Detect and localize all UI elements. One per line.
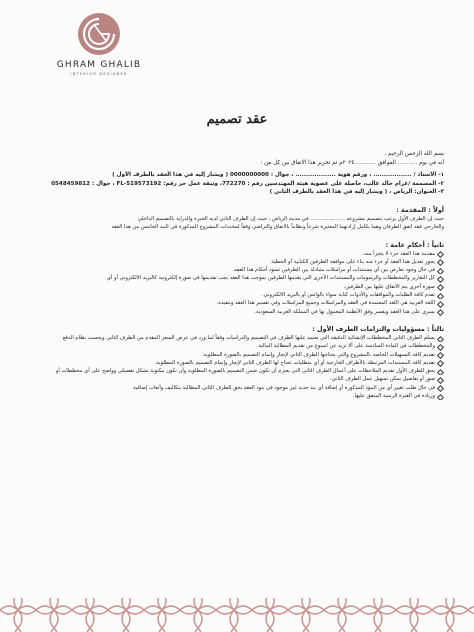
party-line: ٣- العنوان: الرياض ، ( ويشار إليه في هذا العقد بالطرف الثاني ) <box>269 189 444 196</box>
list-item: تقدم كافة الطلبات والموافقات والأدوات كتابة سواء بالواتس أو بالبريد الالكتروني. <box>32 291 444 299</box>
section-heading: أولاً : المقدمة : <box>396 205 444 214</box>
contract-body <box>32 150 444 400</box>
list-item: كل التقارير والمخططات والرسومات والمستندات الأخرى التي يقدمها الطرفين بموجب هذا العقد يجب تقديمها في صورة إلكترونية كالبريد الالكتروني أو أي <box>32 274 444 282</box>
list-item: في حال طلب تغيير أي من البنود المذكورة أو إضافة أي بند جديد غير موجود في بنود العقد يحق للطرف الثاني المطالبة بتكاليف وأتعاب إضافية <box>32 384 444 392</box>
list-item: يسري على هذا العقد ويفسر وفق الأنظمة المعمول بها في المملكة العربية السعودية. <box>32 308 444 316</box>
list-item: مقدمة هذا العقد جزء لا يتجزأ منه. <box>32 250 444 258</box>
list-item: يحق للطرف الأول تقديم الملاحظات على أعمال الطرف الثاني التي يعتزم أن تكون ضمن التصميم بالصورة المطلوبة وأن تكون مكتوبة بشكل تفصيلي وواضح على أي مخططات أو <box>32 367 444 375</box>
list-item: تقديم كافة التسهيلات الخاصة بالمشروع والتي يحتاجها الطرف الثاني لإنجاز وإتمام التصميم بالصورة المطلوبة. <box>32 351 444 359</box>
list-item: وزيادة في الفترة الزمنية المتفق عليها. <box>32 392 444 400</box>
section-heading: ثالثاً : مسؤوليات والتزامات الطرف الأول : <box>312 324 444 333</box>
document-title: عقد تصميم <box>206 112 268 127</box>
list-item: صورة أخرى يتم الاتفاق عليها بين الطرفين. <box>32 283 444 291</box>
list-item: في حال وجود تعارض بين أي مستندات أو مراسلات متبادلة بين الطرفين تسود أحكام هذا العقد. <box>32 266 444 274</box>
intro-line: أنه في يوم ........... الموافق ............٢٠٢٤م تم تحرير هذا الاتفاق بين كل من : <box>260 159 444 166</box>
general-provisions-list <box>32 250 444 316</box>
list-item: تقديم كافة المستندات المرتبطة بالأطراف الخارجية أو أي متطلبات تحتاج لها الطرف الثاني لإنجاز وإتمام التصميم بالصورة المطلوبة. <box>32 359 444 367</box>
decorative-floral-pattern <box>0 592 474 632</box>
list-item: اللغة العربية هي اللغة المعتمدة في العقد والمراسلات وجميع المراسلات وفي تفسير هذا العقد وتنفيذه. <box>32 299 444 307</box>
section-heading: ثانياً : أحكام عامة : <box>385 240 444 249</box>
brand-logo <box>54 12 144 76</box>
party-line: ١- الأستاذ / .................. ، ورقم هوية ................... ، جوال : 0000000000 ( ويشار إليه في هذا العقد بالطرف الأول ) <box>112 172 444 179</box>
list-item: يجوز تعديل هذا العقد أو جزء منه بناء على موافقة الطرفين الكتابية أو الخطية. <box>32 258 444 266</box>
paragraph-line: حيث إن الطرف الأول يرغب بتصميم مشروعه ..................... في مدينة الرياض ، حيث إن الطرف الثاني لديه الخبرة والدراية بالتصميم الداخلي <box>137 215 444 222</box>
list-item: والمخططات في المادة السادسة على ألا تزيد عن اسبوع من تقديم المطالبة المالية. <box>32 342 444 350</box>
brand-subtitle: INTERIOR DESIGNER <box>70 72 128 76</box>
logo-monogram-icon <box>77 12 121 56</box>
list-item: يسلم الطرف الثاني المخططات الإنشائية الدقيقة التي يعتمد عليها الطرف في التصميم والدراسات وفقاً لما ورد في عرض السعر المقدم من الطرف الثاني وبحسب نظام الدفع <box>32 334 444 342</box>
intro-line: بسم الله الرحمن الرحيم ، <box>384 151 444 157</box>
first-party-obligations-list <box>32 334 444 400</box>
list-item: صور أو تفاصيل يمكن تسهيل عمل الطرف الثاني. <box>32 375 444 383</box>
paragraph-line: والخارجي فقد اتفق الطرفان وهما بكامل إرادتهما المعتبرة شرعاً ونظاماً بالاتفاق والتراضي وفقاً لمحددات المشروع المذكورة في البند الخامس من هذا العقد <box>111 224 444 231</box>
introduction-paragraph <box>32 215 444 232</box>
party-line: ٢- المصممة /غرام خالد غالب، حاصلة على عضوية هيئة المهندسين رقم : 772270، وثيقة عمل حر رقم: FL-519573192 ، جوال : 0548459812 <box>51 180 444 187</box>
brand-name: GHRAM GHALIB <box>56 60 142 70</box>
